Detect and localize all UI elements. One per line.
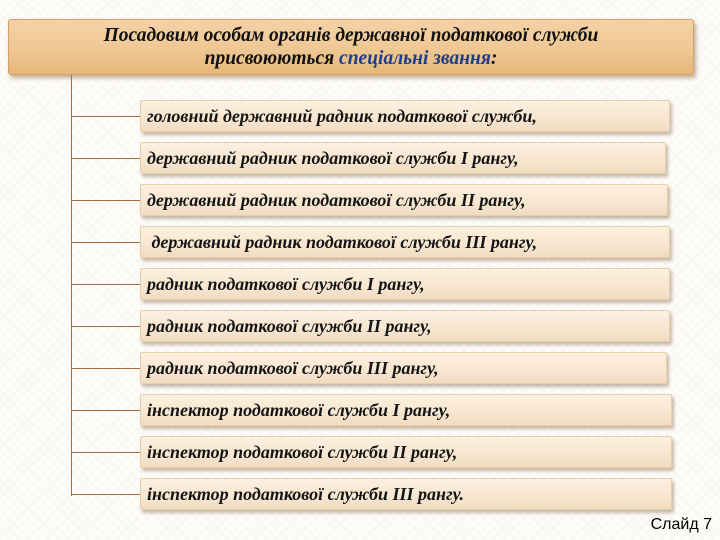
rank-box-3: державний радник податкової служби ІІ рангу, (140, 184, 668, 216)
tree-connector (71, 368, 140, 369)
tree-connector (71, 158, 140, 159)
tree-connector (71, 326, 140, 327)
tree-connector (71, 494, 140, 495)
rank-box-9: інспектор податкової служби ІІ рангу, (140, 436, 672, 468)
rank-box-1: головний державний радник податкової служби, (140, 100, 670, 132)
tree-connector (71, 242, 140, 243)
title-accent-text: спеціальні звання (339, 48, 491, 69)
title-line-1: Посадовим особам органів державної податкової служби (103, 25, 599, 46)
tree-connector (71, 284, 140, 285)
rank-box-6: радник податкової служби ІІ рангу, (140, 310, 670, 342)
title-box (8, 19, 694, 75)
rank-box-5: радник податкової служби І рангу, (140, 268, 670, 300)
rank-box-7: радник податкової служби ІІІ рангу, (140, 352, 667, 384)
tree-trunk-line (71, 75, 72, 496)
tree-connector (71, 452, 140, 453)
tree-connector (71, 200, 140, 201)
rank-box-8: інспектор податкової служби І рангу, (140, 394, 672, 426)
title-line-2-suffix: : (490, 48, 498, 69)
title-line-2 (9, 47, 693, 70)
slide-number: Слайд 7 (650, 516, 712, 533)
title-line-2-prefix: присвоюються (204, 48, 340, 69)
tree-connector (71, 410, 140, 411)
tree-connector (71, 116, 140, 117)
rank-box-2: державний радник податкової служби І рангу, (140, 142, 666, 174)
rank-box-10: інспектор податкової служби ІІІ рангу. (140, 478, 672, 510)
rank-box-4: державний радник податкової служби ІІІ рангу, (140, 226, 670, 258)
